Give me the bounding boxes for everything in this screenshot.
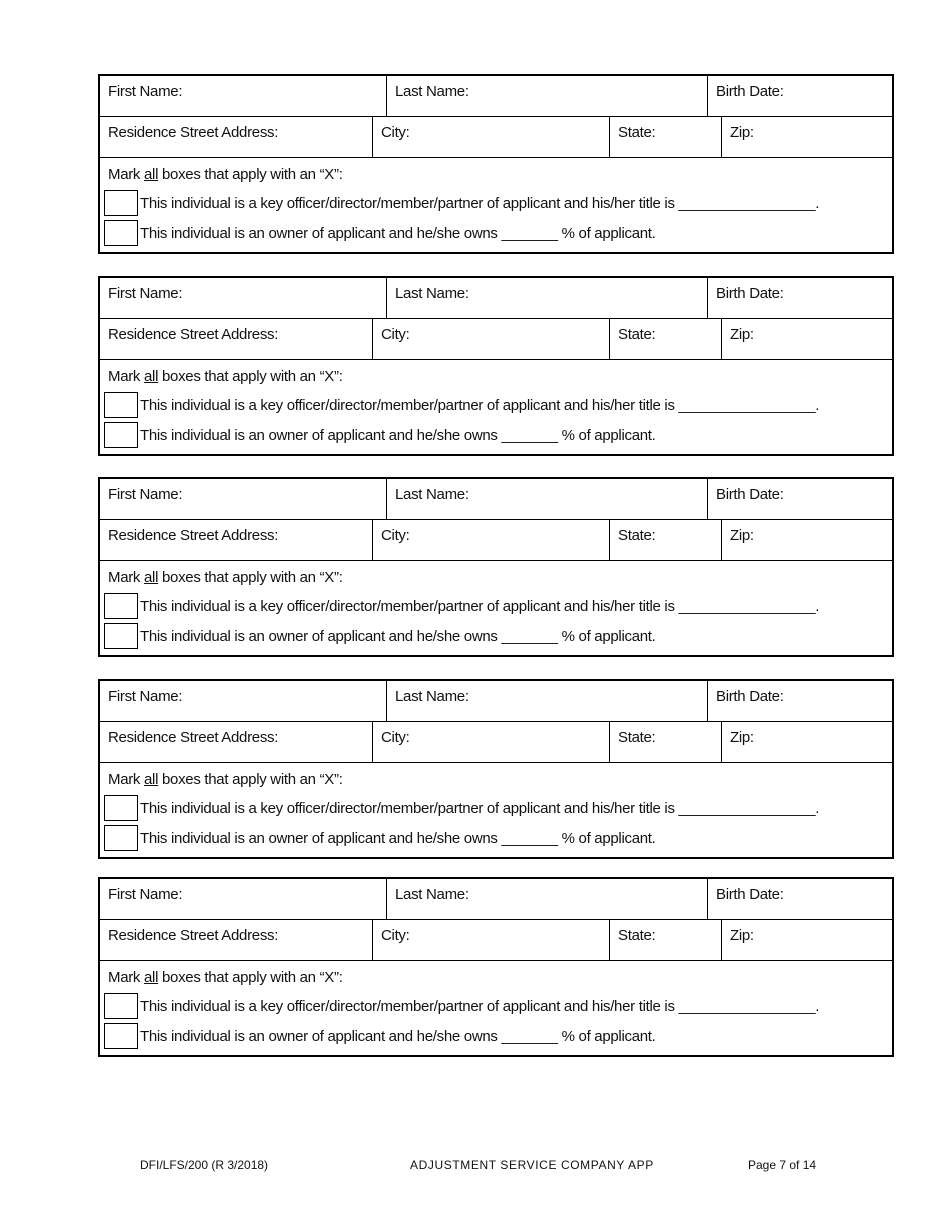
officer-checkbox[interactable] [104, 392, 138, 418]
address-label: Residence Street Address: [108, 326, 279, 343]
city-label: City: [381, 927, 410, 944]
individual-block-3 [98, 477, 894, 657]
mark-instruction: Mark all boxes that apply with an “X”: [108, 368, 343, 385]
officer-option [104, 794, 819, 822]
state-label: State: [618, 927, 656, 944]
mark-instruction: Mark all boxes that apply with an “X”: [108, 569, 343, 586]
first-name-field[interactable] [100, 76, 386, 116]
last-name-field[interactable] [386, 479, 707, 519]
address-label: Residence Street Address: [108, 927, 279, 944]
officer-checkbox[interactable] [104, 795, 138, 821]
zip-label: Zip: [730, 729, 754, 746]
mark-emphasis: all [144, 969, 159, 986]
owner-option [104, 824, 656, 852]
officer-checkbox[interactable] [104, 190, 138, 216]
name-row [100, 879, 892, 920]
owner-text: This individual is an owner of applicant and he/she owns _______ % of applicant. [140, 426, 656, 444]
officer-text: This individual is a key officer/director/member/partner of applicant and his/her title is _________________. [140, 799, 820, 817]
first-name-field[interactable] [100, 278, 386, 318]
address-row [100, 319, 892, 360]
officer-text: This individual is a key officer/director/member/partner of applicant and his/her title is _________________. [140, 997, 820, 1015]
address-field[interactable] [100, 319, 372, 359]
birth-date-field[interactable] [707, 479, 892, 519]
address-field[interactable] [100, 520, 372, 560]
officer-text: This individual is a key officer/director/member/partner of applicant and his/her title is _________________. [140, 597, 820, 615]
officer-checkbox[interactable] [104, 593, 138, 619]
footer-title: ADJUSTMENT SERVICE COMPANY APP [410, 1158, 654, 1172]
mark-section [100, 763, 892, 857]
birth-date-field[interactable] [707, 681, 892, 721]
name-row [100, 76, 892, 117]
address-label: Residence Street Address: [108, 124, 279, 141]
last-name-label: Last Name: [395, 886, 469, 903]
first-name-field[interactable] [100, 479, 386, 519]
first-name-field[interactable] [100, 681, 386, 721]
first-name-label: First Name: [108, 83, 183, 100]
individual-block-1 [98, 74, 894, 254]
city-label: City: [381, 326, 410, 343]
state-label: State: [618, 124, 656, 141]
last-name-label: Last Name: [395, 83, 469, 100]
first-name-field[interactable] [100, 879, 386, 919]
zip-field[interactable] [721, 117, 892, 157]
mark-emphasis: all [144, 771, 159, 788]
officer-option [104, 189, 819, 217]
owner-checkbox[interactable] [104, 422, 138, 448]
birth-date-label: Birth Date: [716, 688, 784, 705]
first-name-label: First Name: [108, 486, 183, 503]
city-label: City: [381, 729, 410, 746]
mark-instruction: Mark all boxes that apply with an “X”: [108, 771, 343, 788]
zip-field[interactable] [721, 722, 892, 762]
owner-checkbox[interactable] [104, 623, 138, 649]
officer-option [104, 992, 819, 1020]
last-name-field[interactable] [386, 681, 707, 721]
birth-date-field[interactable] [707, 76, 892, 116]
state-field[interactable] [609, 722, 721, 762]
address-row [100, 117, 892, 158]
mark-emphasis: all [144, 368, 159, 385]
mark-section [100, 158, 892, 252]
address-field[interactable] [100, 722, 372, 762]
last-name-label: Last Name: [395, 486, 469, 503]
mark-emphasis: all [144, 166, 159, 183]
owner-checkbox[interactable] [104, 220, 138, 246]
owner-text: This individual is an owner of applicant and he/she owns _______ % of applicant. [140, 627, 656, 645]
name-row [100, 278, 892, 319]
mark-emphasis: all [144, 569, 159, 586]
officer-text: This individual is a key officer/director/member/partner of applicant and his/her title is _________________. [140, 396, 820, 414]
officer-text: This individual is a key officer/director/member/partner of applicant and his/her title is _________________. [140, 194, 820, 212]
state-field[interactable] [609, 117, 721, 157]
birth-date-label: Birth Date: [716, 486, 784, 503]
owner-option [104, 421, 656, 449]
officer-checkbox[interactable] [104, 993, 138, 1019]
individual-block-4 [98, 679, 894, 859]
address-field[interactable] [100, 920, 372, 960]
owner-text: This individual is an owner of applicant and he/she owns _______ % of applicant. [140, 224, 656, 242]
mark-instruction: Mark all boxes that apply with an “X”: [108, 166, 343, 183]
individual-block-2 [98, 276, 894, 456]
zip-label: Zip: [730, 124, 754, 141]
first-name-label: First Name: [108, 688, 183, 705]
first-name-label: First Name: [108, 285, 183, 302]
address-row [100, 722, 892, 763]
zip-field[interactable] [721, 319, 892, 359]
last-name-label: Last Name: [395, 688, 469, 705]
owner-option [104, 622, 656, 650]
address-label: Residence Street Address: [108, 729, 279, 746]
zip-label: Zip: [730, 927, 754, 944]
officer-option [104, 391, 819, 419]
birth-date-field[interactable] [707, 278, 892, 318]
owner-text: This individual is an owner of applicant and he/she owns _______ % of applicant. [140, 829, 656, 847]
first-name-label: First Name: [108, 886, 183, 903]
name-row [100, 681, 892, 722]
state-field[interactable] [609, 319, 721, 359]
city-field[interactable] [372, 319, 609, 359]
state-field[interactable] [609, 920, 721, 960]
city-label: City: [381, 527, 410, 544]
birth-date-label: Birth Date: [716, 886, 784, 903]
state-label: State: [618, 729, 656, 746]
owner-checkbox[interactable] [104, 825, 138, 851]
birth-date-field[interactable] [707, 879, 892, 919]
zip-field[interactable] [721, 920, 892, 960]
city-field[interactable] [372, 920, 609, 960]
name-row [100, 479, 892, 520]
officer-option [104, 592, 819, 620]
last-name-label: Last Name: [395, 285, 469, 302]
owner-option [104, 1022, 656, 1050]
birth-date-label: Birth Date: [716, 285, 784, 302]
footer-page-number: Page 7 of 14 [748, 1158, 817, 1172]
footer-form-id: DFI/LFS/200 (R 3/2018) [140, 1158, 269, 1172]
owner-text: This individual is an owner of applicant and he/she owns _______ % of applicant. [140, 1027, 656, 1045]
city-field[interactable] [372, 117, 609, 157]
zip-label: Zip: [730, 527, 754, 544]
owner-option [104, 219, 656, 247]
last-name-field[interactable] [386, 76, 707, 116]
mark-instruction: Mark all boxes that apply with an “X”: [108, 969, 343, 986]
zip-label: Zip: [730, 326, 754, 343]
address-row [100, 920, 892, 961]
mark-section [100, 360, 892, 454]
address-row [100, 520, 892, 561]
owner-checkbox[interactable] [104, 1023, 138, 1049]
city-field[interactable] [372, 520, 609, 560]
state-field[interactable] [609, 520, 721, 560]
birth-date-label: Birth Date: [716, 83, 784, 100]
last-name-field[interactable] [386, 879, 707, 919]
city-field[interactable] [372, 722, 609, 762]
mark-section [100, 561, 892, 655]
last-name-field[interactable] [386, 278, 707, 318]
state-label: State: [618, 326, 656, 343]
mark-section [100, 961, 892, 1055]
address-label: Residence Street Address: [108, 527, 279, 544]
state-label: State: [618, 527, 656, 544]
zip-field[interactable] [721, 520, 892, 560]
address-field[interactable] [100, 117, 372, 157]
city-label: City: [381, 124, 410, 141]
individual-block-5 [98, 877, 894, 1057]
